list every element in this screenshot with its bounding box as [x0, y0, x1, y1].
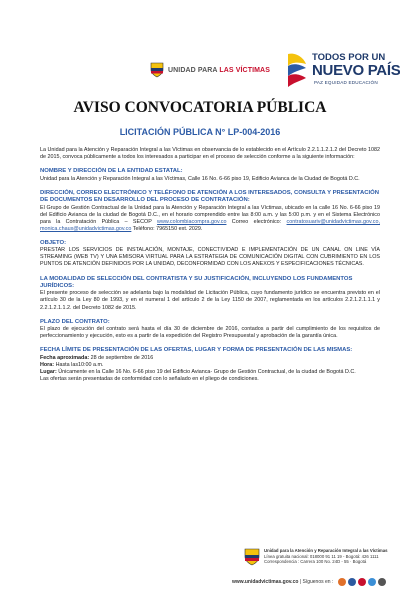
logo-text-bold: LAS VÍCTIMAS	[219, 66, 270, 74]
unidad-victimas-emblem-icon	[244, 548, 260, 566]
place-value: Únicamente en la Calle 16 No. 6-66 piso 19 del Edificio Avianca- Grupo de Gestión Contractual, de la ciudad de Bogotá D.C.	[58, 368, 356, 375]
twitter-icon[interactable]	[368, 578, 376, 586]
section-term	[40, 319, 380, 341]
footer	[0, 532, 400, 600]
coat-of-arms-icon	[150, 62, 164, 78]
deadline-date	[40, 355, 380, 362]
contact-text: El Grupo de Gestión Contractual de la Unidad para la Atención y Reparación Integral a las Víctimas, ubicado en la calle 16 No. 6-66 piso 19 del Edificio Avianca de la ciudad de Bogotá D.C., en el horario comprendido entre las 8:00 a.m. y las 5:00 p.m. y en el Sistema Electrónico para la Contratación Pública – SECOP	[40, 204, 380, 225]
logo-text-pre: UNIDAD PARA	[168, 66, 220, 74]
colombiacompra-link[interactable]: www.colombiacompra.gov.co	[157, 218, 227, 225]
section-contact	[40, 190, 380, 233]
unidad-victimas-logo	[150, 62, 270, 78]
deadline-place	[40, 369, 380, 376]
date-label: Fecha aproximada:	[40, 354, 90, 361]
email-link-monica[interactable]: monica.chaux@unidadvictimas.gov.co	[40, 225, 132, 232]
hour-label: Hora:	[40, 361, 55, 368]
social-icons	[336, 578, 386, 586]
email-link-contratos[interactable]: contratosuariv@unidadvictimas.gov.co,	[286, 218, 380, 225]
notice-content	[40, 143, 380, 383]
section-heading: OBJETO:	[40, 239, 67, 246]
logo-line-1: TODOS POR UN	[312, 52, 386, 63]
place-label: Lugar:	[40, 368, 57, 375]
section-body: Unidad para la Atención y Reparación Integral a las Víctimas, Calle 16 No. 6-66 piso 19, Edificio Avianca de la Ciudad de Bogotá D.C.	[40, 175, 360, 182]
deadline-note: Las ofertas serán presentadas de conformidad con lo señalado en el pliego de condiciones.	[40, 375, 259, 382]
header	[0, 0, 400, 86]
rss-icon[interactable]	[338, 578, 346, 586]
section-body	[40, 205, 380, 233]
section-deadline	[40, 347, 380, 383]
footer-org-name: Unidad para la Atención y Reparación Integral a las Víctimas	[264, 548, 388, 553]
youtube-icon[interactable]	[358, 578, 366, 586]
flag-wave-icon	[284, 50, 310, 90]
intro-paragraph: La Unidad para la Atención y Reparación Integral a las Víctimas en observancia de lo establecido en el Artículo 2.2.1.1.2.1.2 del Decreto 1082 de 2015, convoca públicamente a todos los interesados a participar en el proceso de selección conforme a la siguiente información:	[40, 147, 380, 161]
footer-phone-line: Línea gratuita nacional: 018000 91 11 19 - Bogotá: 426 1111	[264, 553, 379, 559]
page-title: AVISO CONVOCATORIA PÚBLICA	[73, 99, 327, 116]
logo-line-3: PAZ EQUIDAD EDUCACIÓN	[314, 80, 378, 85]
hour-value: Hasta las10:00 a.m.	[55, 361, 104, 368]
facebook-icon[interactable]	[348, 578, 356, 586]
footer-follow-label: | Síguenos en :	[299, 579, 334, 585]
deadline-hour	[40, 362, 380, 369]
date-value: 28 de septiembre de 2016	[90, 354, 154, 361]
todos-por-un-nuevo-pais-logo	[284, 50, 400, 90]
section-heading: DIRECCIÓN, CORREO ELECTRÓNICO Y TELÉFONO DE ATENCIÓN A LOS INTERESADOS, CONSULTA Y PRESENTACIÓN DE DOCUMENTOS EN DESARROLLO DEL PROCESO DE CONTRATACIÓN:	[40, 189, 379, 204]
section-heading: FECHA LÍMITE DE PRESENTACIÓN DE LAS OFERTAS, LUGAR Y FORMA DE PRESENTACIÓN DE LAS MISMAS:	[40, 347, 353, 354]
footer-url-link[interactable]: www.unidadvictimas.gov.co	[232, 579, 299, 585]
section-modality	[40, 276, 380, 312]
section-body: El presente proceso de selección se adelanta bajo la modalidad de Licitación Pública, cuyo fundamento jurídico se encuentra previsto en el artículo 30 de la Ley 80 de 1993, y en el numeral 1 del artículo 2 de la Ley 1150 de 2007, reglamentada en los artículos 2.2.1.2.1.1.1 y 2.2.1.2.1.1.2. del Decreto 1082 de 2015.	[40, 290, 380, 311]
section-body: PRESTAR LOS SERVICIOS DE INSTALACIÓN, MONTAJE, CONECTIVIDAD E IMPLEMENTACIÓN DE UN CANAL ON LINE VÍA STREAMING (WEB TV) Y UNA EMISORA VIRTUAL PARA LA ESTRATEGIA DE COMUNICACIÓN DIGITAL CON CUBRIMIENTO EN LOS PUNTOS DE ATENCIÓN DEFINIDOS POR LA UNIDAD, DECONFORMIDAD CON LOS ANEXOS Y ESPECIFICACIONES TÉCNICAS.	[40, 247, 380, 268]
email-label: Correo electrónico:	[231, 218, 282, 225]
phone-text: Teléfono: 7965150 ext. 2029.	[132, 225, 203, 232]
section-body: El plazo de ejecución del contrato será hasta el día 30 de diciembre de 2016, contados a partir del cumplimiento de los requisitos de perfeccionamiento y ejecución, esto es a partir de la expedición del Registro Presupuestal y aprobación de la garantía única.	[40, 326, 380, 340]
section-heading: NOMBRE Y DIRECCIÓN DE LA ENTIDAD ESTATAL:	[40, 168, 183, 175]
footer-contact-info	[264, 548, 388, 565]
footer-web	[232, 578, 386, 586]
flickr-icon[interactable]	[378, 578, 386, 586]
page-subtitle: LICITACIÓN PÚBLICA N° LP-004-2016	[119, 127, 281, 137]
footer-address-line: Correspondencia : Carrera 100 No. 24D - 55 · Bogotá	[264, 559, 367, 565]
logo-line-2: NUEVO PAÍS	[312, 62, 400, 79]
section-heading: PLAZO DEL CONTRATO:	[40, 318, 110, 325]
section-entity	[40, 168, 380, 183]
section-object	[40, 240, 380, 269]
section-heading: LA MODALIDAD DE SELECCIÓN DEL CONTRATISTA Y SU JUSTIFICACIÓN, INCLUYENDO LOS FUNDAMENTOS JURÍDICOS:	[40, 275, 353, 289]
